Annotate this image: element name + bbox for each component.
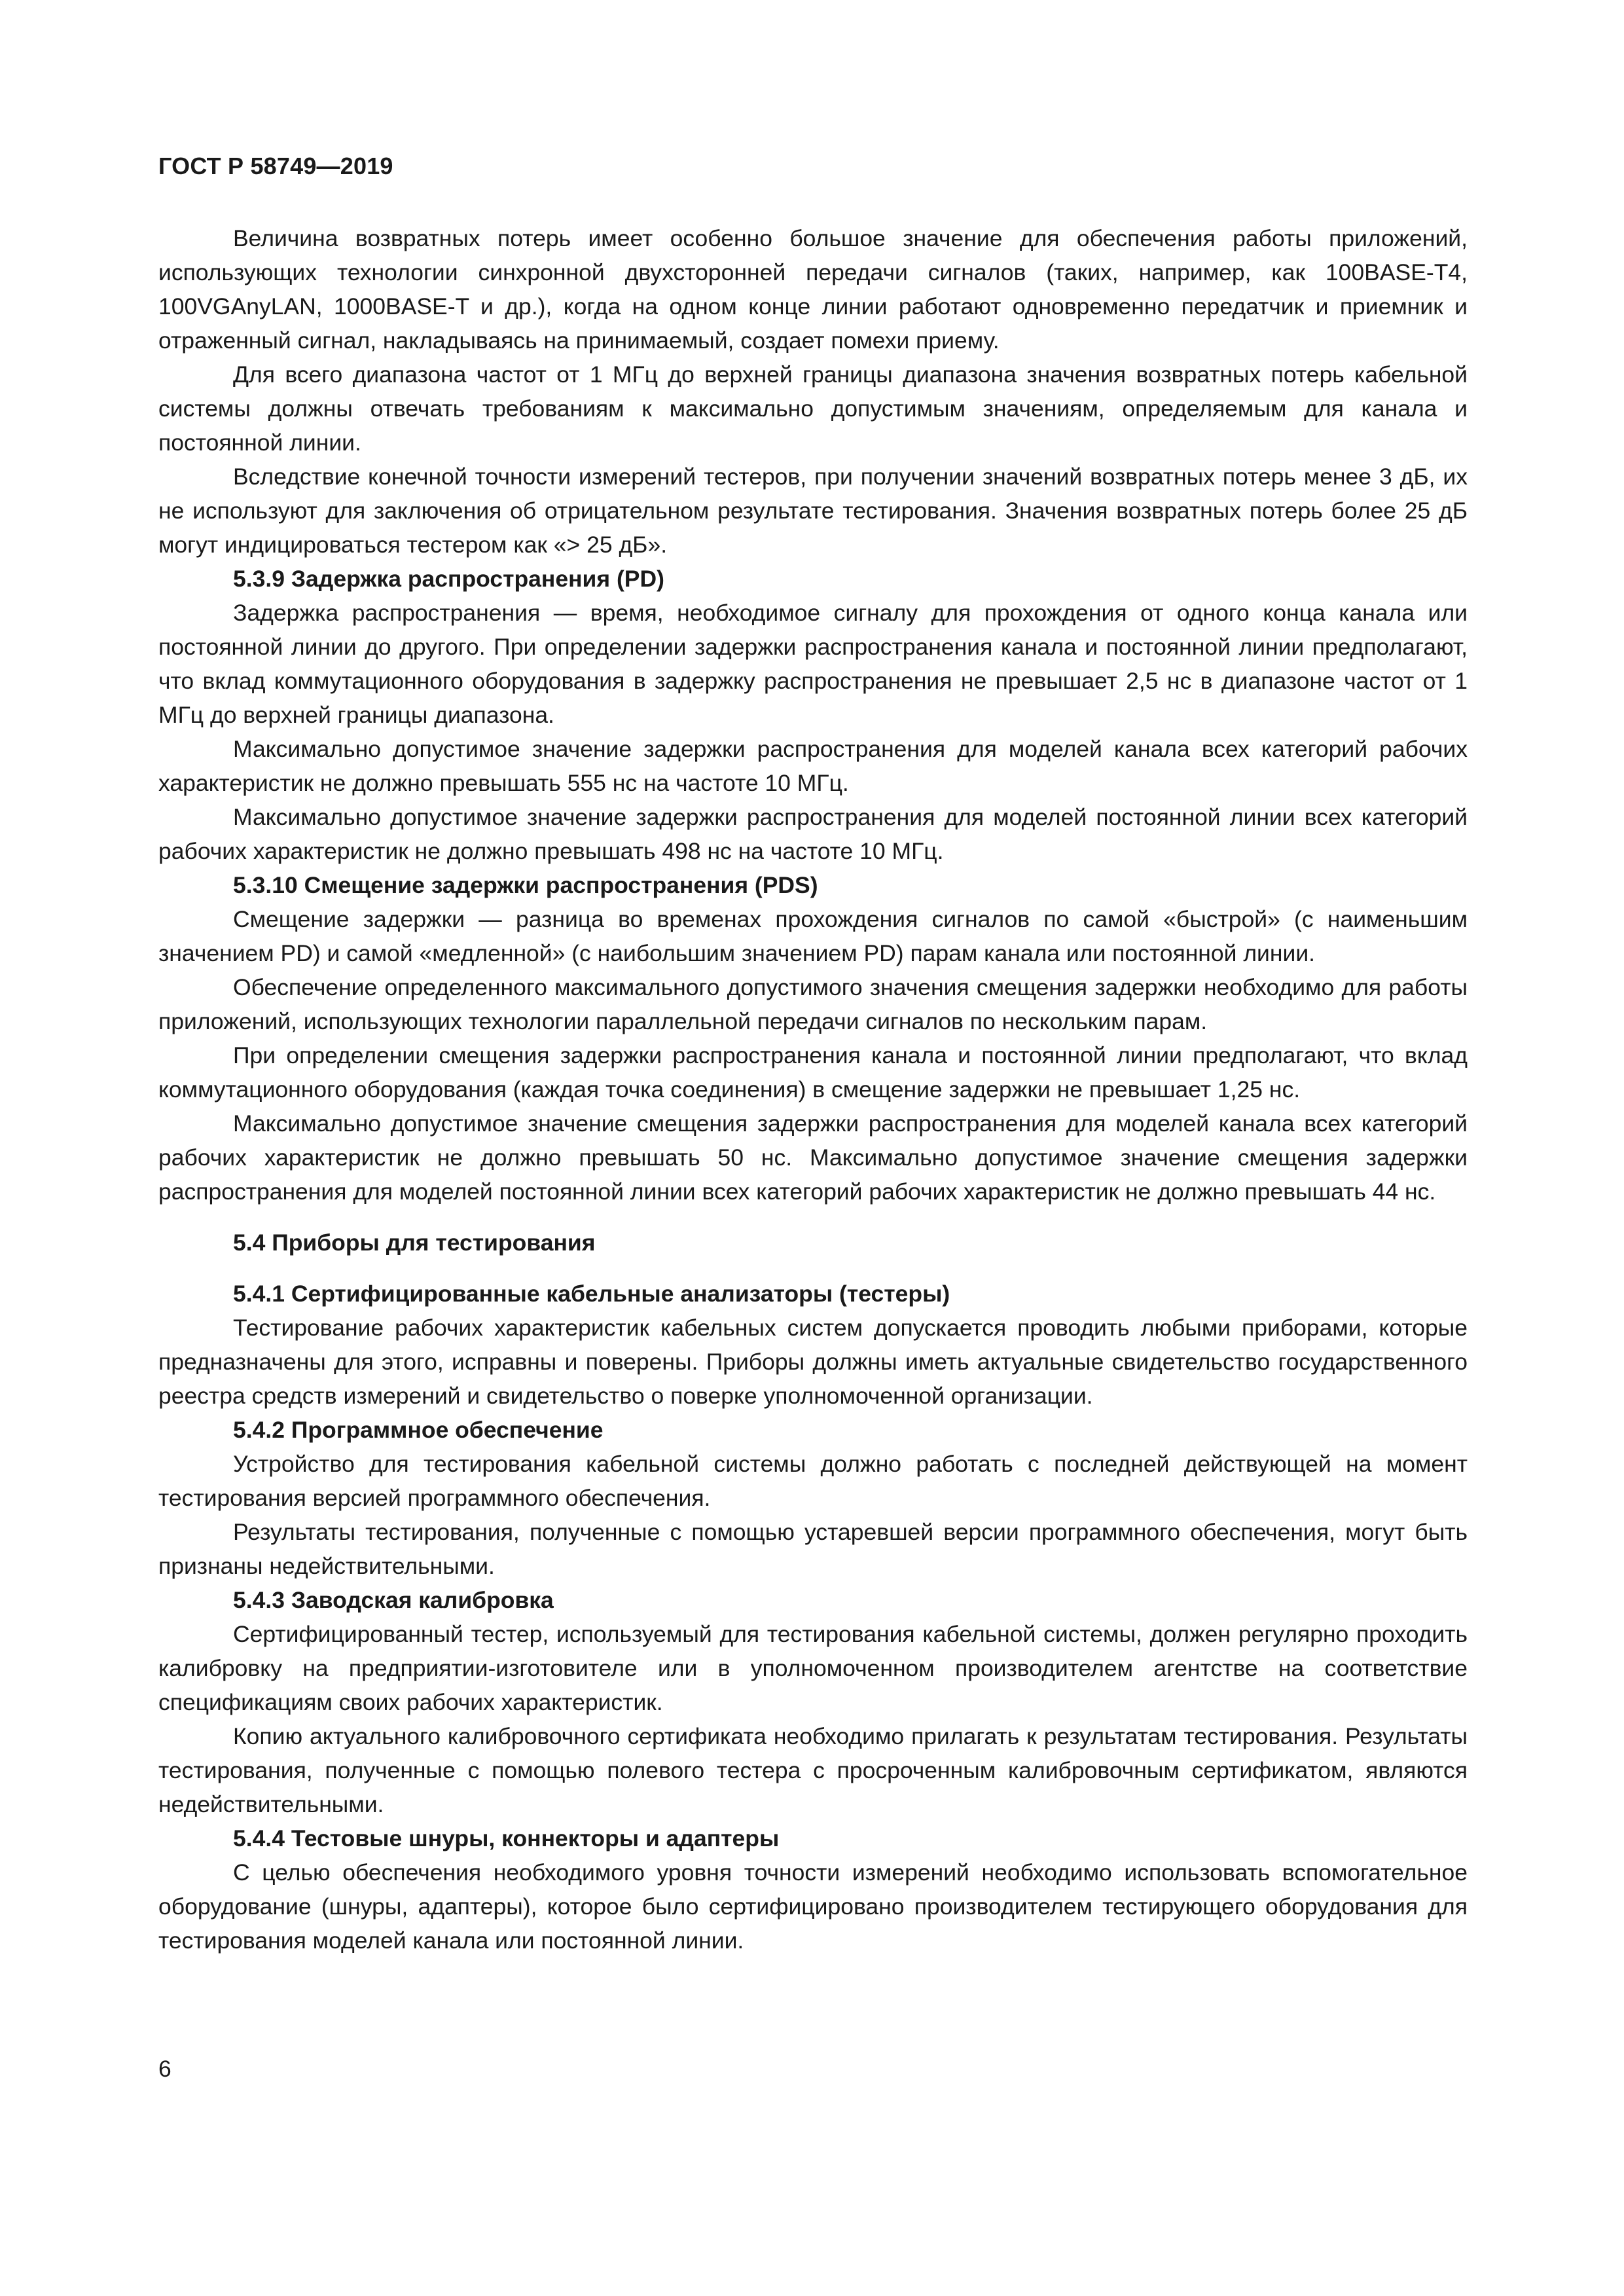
paragraph-pds-contribution: При определении смещения задержки распространения канала и постоянной линии предполагают, что вклад коммутационного оборудования (каждая точка соединения) в смещение задержки не превышает 1,25 нс. xyxy=(158,1042,1468,1102)
paragraph-pd-definition: Задержка распространения — время, необходимое сигналу для прохождения от одного конца канала или постоянной линии до другого. При определении задержки распространения канала и постоянной линии предполагают, что вклад коммутационного оборудования в задержку распространения не превышает 2,5 нс в диапазоне частот от 1 МГц до верхней границы диапазона. xyxy=(158,600,1468,728)
heading-5-4: 5.4 Приборы для тестирования xyxy=(233,1230,596,1256)
paragraph-calibration-certificate: Копию актуального калибровочного сертификата необходимо прилагать к результатам тестирования. Результаты тестирования, полученные с помощью полевого тестера с просроченным калибровочным сертификатом, являются недействительными. xyxy=(158,1723,1468,1817)
heading-5-4-3: 5.4.3 Заводская калибровка xyxy=(233,1587,554,1613)
paragraph-certified-testers: Тестирование рабочих характеристик кабельных систем допускается проводить любыми приборами, которые предназначены для этого, исправны и поверены. Приборы должны иметь актуальные свидетельство государственного реестра средств измерений и свидетельство о поверке уполномоченной организации. xyxy=(158,1315,1468,1409)
document-header: ГОСТ Р 58749—2019 xyxy=(158,153,393,179)
document-body xyxy=(158,221,1468,1958)
heading-5-3-10: 5.3.10 Смещение задержки распространения (PDS) xyxy=(233,872,818,898)
paragraph-software-outdated: Результаты тестирования, полученные с помощью устаревшей версии программного обеспечения, могут быть признаны недействительными. xyxy=(158,1519,1468,1579)
paragraph-pds-purpose: Обеспечение определенного максимального допустимого значения смещения задержки необходимо для работы приложений, использующих технологии параллельной передачи сигналов по нескольким парам. xyxy=(158,974,1468,1034)
paragraph-return-loss-range: Для всего диапазона частот от 1 МГц до верхней границы диапазона значения возвратных потерь кабельной системы должны отвечать требованиям к максимально допустимым значениям, определяемым для канала и постоянной линии. xyxy=(158,361,1468,456)
heading-5-3-9: 5.3.9 Задержка распространения (PD) xyxy=(233,566,664,592)
heading-5-4-1: 5.4.1 Сертифицированные кабельные анализаторы (тестеры) xyxy=(233,1281,950,1307)
heading-5-4-2: 5.4.2 Программное обеспечение xyxy=(233,1417,604,1443)
paragraph-pd-link-limit: Максимально допустимое значение задержки распространения для моделей постоянной линии всех категорий рабочих характеристик не должно превышать 498 нс на частоте 10 МГц. xyxy=(158,804,1468,864)
paragraph-pds-definition: Смещение задержки — разница во временах прохождения сигналов по самой «быстрой» (с наименьшим значением PD) и самой «медленной» (с наибольшим значением PD) парам канала или постоянной линии. xyxy=(158,906,1468,966)
paragraph-return-loss-importance: Величина возвратных потерь имеет особенно большое значение для обеспечения работы приложений, использующих технологии синхронной двухсторонней передачи сигналов (таких, например, как 100BASE-T4, 100VGAnyLAN, 1000BASE-T и др.), когда на одном конце линии работают одновременно передатчик и приемник и отраженный сигнал, накладываясь на принимаемый, создает помехи приему. xyxy=(158,225,1468,354)
paragraph-calibration-regular: Сертифицированный тестер, используемый для тестирования кабельной системы, должен регулярно проходить калибровку на предприятии-изготовителе или в уполномоченном производителем агентстве на соответствие спецификациям своих рабочих характеристик. xyxy=(158,1621,1468,1715)
page-number: 6 xyxy=(158,2056,171,2082)
paragraph-return-loss-accuracy: Вследствие конечной точности измерений тестеров, при получении значений возвратных потерь менее 3 дБ, их не используют для заключения об отрицательном результате тестирования. Значения возвратных потерь более 25 дБ могут индицироваться тестером как «> 25 дБ». xyxy=(158,464,1468,558)
paragraph-test-cords: С целью обеспечения необходимого уровня точности измерений необходимо использовать вспомогательное оборудование (шнуры, адаптеры), которое было сертифицировано производителем тестирующего оборудования для тестирования моделей канала или постоянной линии. xyxy=(158,1859,1468,1954)
heading-5-4-4: 5.4.4 Тестовые шнуры, коннекторы и адаптеры xyxy=(233,1825,780,1851)
paragraph-software-version: Устройство для тестирования кабельной системы должно работать с последней действующей на момент тестирования версией программного обеспечения. xyxy=(158,1451,1468,1511)
paragraph-pd-channel-limit: Максимально допустимое значение задержки распространения для моделей канала всех категорий рабочих характеристик не должно превышать 555 нс на частоте 10 МГц. xyxy=(158,736,1468,796)
document-page xyxy=(158,0,1468,2296)
paragraph-pds-limits: Максимально допустимое значение смещения задержки распространения для моделей канала всех категорий рабочих характеристик не должно превышать 50 нс. Максимально допустимое значение смещения задержки распространения для моделей постоянной линии всех категорий рабочих характеристик не должно превышать 44 нс. xyxy=(158,1110,1468,1205)
